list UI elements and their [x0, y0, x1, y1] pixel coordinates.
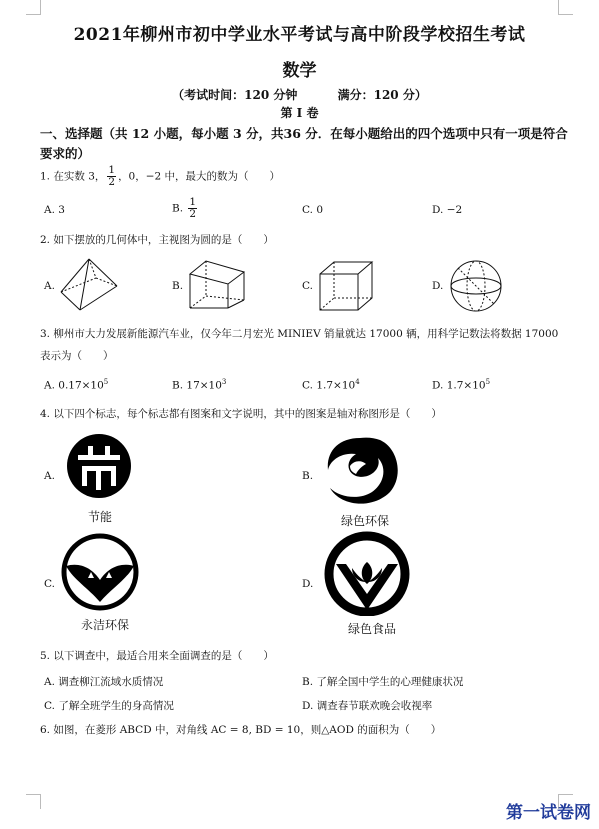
- q4-option-c-caption: 永洁环保: [80, 618, 129, 632]
- volume-label: 第 I 卷: [280, 106, 319, 120]
- green-food-logo-icon: [322, 530, 412, 616]
- q3-b-base: B. 17×10: [172, 379, 222, 392]
- q2-option-c-label: C.: [302, 280, 313, 292]
- green-environment-logo-icon: [320, 430, 404, 508]
- question-5-stem: 5. 以下调查中，最适合用来全面调查的是（ ）: [40, 650, 274, 662]
- exam-meta: [0, 86, 599, 103]
- q2-option-a-label: A.: [44, 280, 55, 292]
- q2-option-b-label: B.: [172, 280, 184, 292]
- question-3-stem-line1: 3. 柳州市大力发展新能源汽车业，仅今年二月宏光 MINIEV 销量就达 17000 辆，用科学记数法将数据 17000: [40, 328, 559, 340]
- question-6-stem: 6. 如图，在菱形 ABCD 中，对角线 AC = 8, BD = 10，则△AOD 的面积为（ ）: [40, 724, 442, 736]
- q1-option-b-label: B.: [172, 202, 184, 215]
- q3-c-base: C. 1.7×10: [302, 379, 356, 392]
- q1-b-den: 2: [189, 208, 197, 220]
- exam-title: 2021年柳州市初中学业水平考试与高中阶段学校招生考试: [73, 25, 526, 45]
- q3-d-exp: 5: [485, 378, 491, 386]
- q3-option-a: [44, 378, 108, 392]
- cube-icon: [316, 258, 376, 314]
- q1-option-c: C. 0: [302, 204, 324, 216]
- q3-option-c: [302, 378, 360, 392]
- question-1-stem: [40, 165, 280, 188]
- q3-option-b: [172, 378, 226, 392]
- pyramid-icon: [58, 256, 120, 314]
- q5-option-d: D. 调查春节联欢晚会收视率: [302, 700, 433, 712]
- sphere-icon: [448, 258, 504, 314]
- q4-option-d-caption: 绿色食品: [347, 622, 396, 636]
- q1-b-num: 1: [189, 196, 197, 208]
- corner-mark-top-left: [26, 0, 41, 15]
- question-2-stem: 2. 如下摆放的几何体中，主视图为圆的是（ ）: [40, 234, 274, 246]
- q3-a-exp: 5: [103, 378, 109, 386]
- q1-frac-den: 2: [108, 176, 116, 188]
- q1-stem-pre: 1. 在实数 3，: [40, 170, 106, 183]
- q4-option-c-label: C.: [44, 578, 55, 590]
- q1-option-a: A. 3: [44, 204, 65, 216]
- triangular-prism-icon: [186, 258, 248, 314]
- q4-option-a-caption: 节能: [87, 510, 112, 524]
- q3-d-base: D. 1.7×10: [432, 379, 486, 392]
- q1-frac-num: 1: [108, 164, 116, 176]
- q5-option-b: B. 了解全国中学生的心理健康状况: [302, 676, 464, 688]
- question-3-stem-line2: 表示为（ ）: [40, 350, 114, 362]
- q3-option-d: [432, 378, 490, 392]
- corner-mark-bottom-left: [26, 794, 41, 809]
- question-4-stem: 4. 以下四个标志，每个标志都有图案和文字说明，其中的图案是轴对称图形是（ ）: [40, 408, 442, 420]
- q1-option-b-fraction: [188, 197, 197, 220]
- exam-subject: 数学: [282, 61, 317, 81]
- q5-option-a: A. 调查柳江流域水质情况: [44, 676, 164, 688]
- q1-option-d: D. −2: [432, 204, 463, 216]
- q3-b-exp: 3: [221, 378, 227, 386]
- q2-option-d-label: D.: [432, 280, 444, 292]
- exam-score: 满分：120 分）: [337, 88, 427, 102]
- watermark-text: 第一试卷网: [506, 803, 591, 823]
- q4-option-a-label: A.: [44, 470, 55, 482]
- q1-fraction: [107, 165, 116, 188]
- q3-a-base: A. 0.17×10: [44, 379, 104, 392]
- q1-stem-post: ，0，−2 中，最大的数为（ ）: [118, 170, 281, 183]
- corner-mark-top-right: [558, 0, 573, 15]
- q4-option-d-label: D.: [302, 578, 314, 590]
- q4-option-b-caption: 绿色环保: [340, 514, 389, 528]
- q5-option-c: C. 了解全班学生的身高情况: [44, 700, 174, 712]
- q1-option-b: [172, 197, 199, 220]
- q4-option-b-label: B.: [302, 470, 314, 482]
- q3-c-exp: 4: [355, 378, 360, 386]
- energy-saving-logo-icon: [64, 428, 134, 504]
- section-heading: 一、选择题（共 12 小题，每小题 3 分，共36 分．在每小题给出的四个选项中只有一项是符合要求的）: [40, 126, 568, 161]
- clean-environment-logo-icon: [60, 532, 140, 612]
- exam-time: （考试时间：120 分钟: [172, 88, 298, 102]
